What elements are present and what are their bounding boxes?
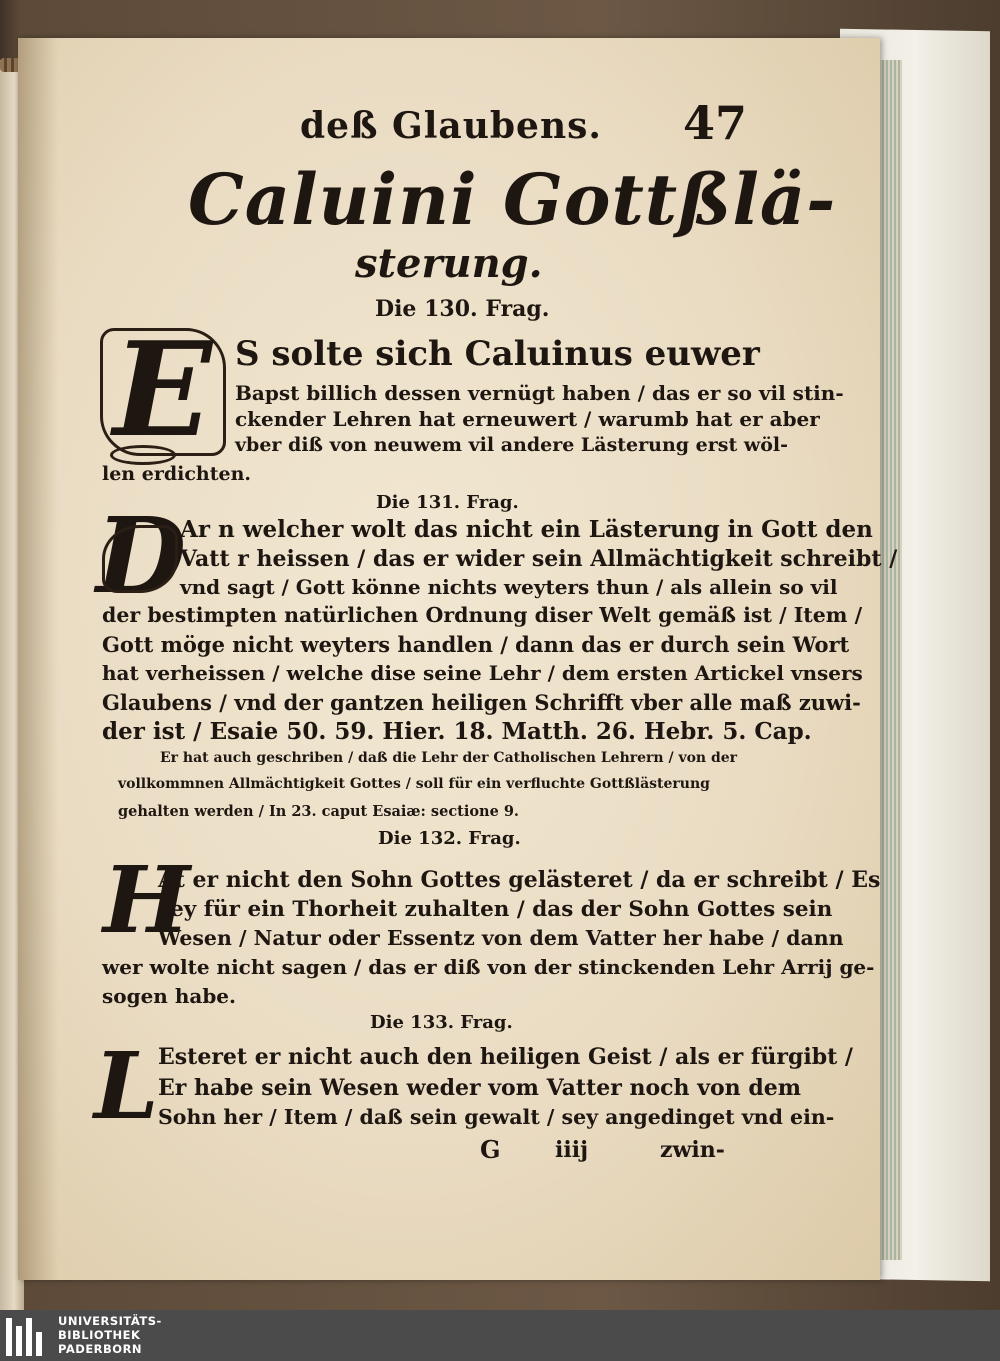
text-line: Wesen / Natur oder Essentz von dem Vatter her habe / dann	[158, 926, 844, 950]
text-line: der ist / Esaie 50. 59. Hier. 18. Matth. 26. Hebr. 5. Cap.	[102, 718, 812, 745]
library-name-line-3: PADERBORN	[58, 1342, 143, 1356]
text-line: vber diß von neuwem vil andere Lästerung erst wöl-	[235, 434, 789, 456]
question-131-heading: Die 131. Frag.	[376, 492, 519, 513]
signature-number: iiij	[555, 1137, 589, 1163]
running-head: deß Glaubens.	[300, 105, 602, 147]
library-name-line-2: BIBLIOTHEK	[58, 1328, 141, 1342]
text-line: sey für ein Thorheit zuhalten / das der Sohn Gottes sein	[158, 897, 833, 922]
text-line: At er nicht den Sohn Gottes gelästeret / da er schreibt / Es	[158, 867, 881, 893]
text-line: Ar n welcher wolt das nicht ein Lästerung in Gott den	[180, 516, 873, 543]
text-line: wer wolte nicht sagen / das er diß von der stinckenden Lehr Arrij ge-	[102, 955, 875, 979]
gutter-shadow	[18, 38, 58, 1280]
library-logo-icon	[6, 1318, 46, 1356]
text-line: vnd sagt / Gott könne nichts weyters thun / als allein so vil	[180, 575, 838, 599]
text-line: Glaubens / vnd der gantzen heiligen Schrifft vber alle maß zuwi-	[102, 690, 861, 715]
page-number: 47	[683, 96, 748, 150]
note-line: vollkommnen Allmächtigkeit Gottes / soll für ein verfluchte Gottßlästerung	[118, 776, 710, 792]
initial-letter-h: H	[103, 846, 190, 954]
text-line: Bapst billich dessen vernügt haben / das er so vil stin-	[235, 381, 844, 405]
text-line: hat verheissen / welche dise seine Lehr / dem ersten Artickel vnsers	[102, 661, 863, 685]
initial-letter-l: L	[94, 1032, 159, 1140]
text-line: len erdichten.	[102, 463, 252, 485]
catchword: zwin-	[660, 1137, 725, 1163]
note-line: gehalten werden / In 23. caput Esaiæ: sectione 9.	[118, 803, 519, 820]
text-line: S solte sich Caluinus euwer	[235, 334, 760, 374]
text-line: Gott möge nicht weyters handlen / dann das er durch sein Wort	[102, 632, 850, 657]
decorated-initial-e	[100, 313, 226, 466]
title-line-2: sterung.	[355, 240, 543, 287]
question-132-heading: Die 132. Frag.	[378, 828, 521, 849]
text-line: Er habe sein Wesen weder vom Vatter noch von dem	[158, 1075, 801, 1101]
text-line: der bestimpten natürlichen Ordnung diser Welt gemäß ist / Item /	[102, 603, 863, 627]
title-line-1: Caluini Gottßlä-	[188, 158, 837, 241]
text-line: Esteret er nicht auch den heiligen Geist / als er fürgibt /	[158, 1044, 853, 1070]
library-name-line-1: UNIVERSITÄTS-	[58, 1314, 162, 1328]
library-name	[58, 1314, 162, 1356]
text-line: ckender Lehren hat erneuwert / warumb hat er aber	[235, 407, 820, 431]
text-line: Sohn her / Item / daß sein gewalt / sey angedinget vnd ein-	[158, 1105, 835, 1129]
initial-letter-d: D	[96, 494, 187, 617]
initial-flourish	[110, 445, 176, 465]
note-line: Er hat auch geschriben / daß die Lehr der Catholischen Lehrern / von der	[160, 750, 738, 766]
signature-mark: G	[480, 1135, 501, 1164]
question-133-heading: Die 133. Frag.	[370, 1012, 513, 1033]
text-line: sogen habe.	[102, 984, 236, 1008]
initial-flourish	[102, 525, 178, 593]
text-line: Vatt r heissen / das er wider sein Allmächtigkeit schreibt /	[180, 546, 898, 572]
question-130-heading: Die 130. Frag.	[375, 296, 550, 322]
initial-letter-e: E	[113, 313, 213, 466]
